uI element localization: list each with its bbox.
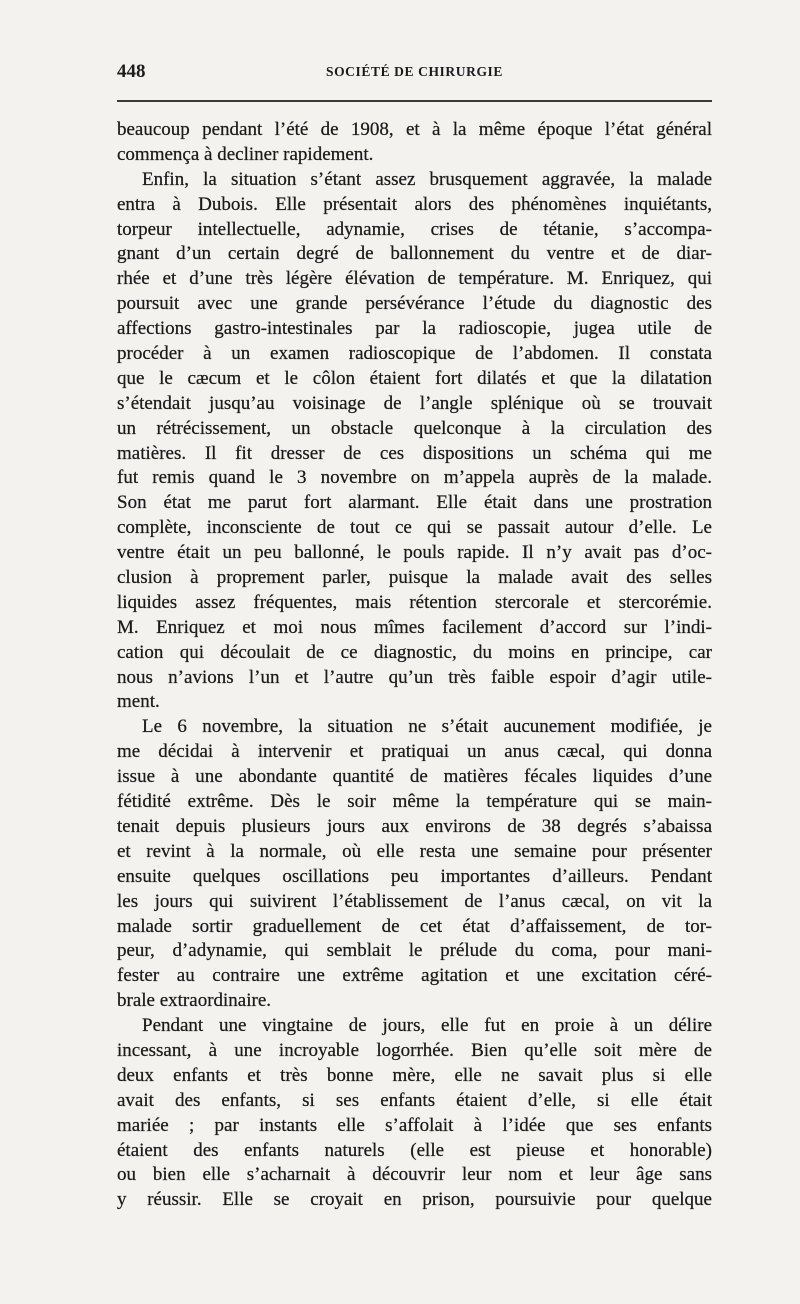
text-line: procéder à un examen radioscopique de l’abdomen. Il constata — [117, 343, 712, 365]
text-line: issue à une abondante quantité de matières fécales liquides d’une — [117, 766, 712, 788]
text-line: Le 6 novembre, la situation ne s’était aucunement modifiée, je — [142, 716, 712, 738]
text-line: fut remis quand le 3 novembre on m’appela auprès de la malade. — [117, 467, 712, 489]
text-line: ensuite quelques oscillations peu importantes d’ailleurs. Pendant — [117, 865, 712, 887]
text-line: Enfin, la situation s’étant assez brusquement aggravée, la malade — [142, 168, 712, 190]
paragraph — [117, 715, 712, 1014]
text-line: fétidité extrême. Dès le soir même la température qui se main- — [117, 791, 712, 813]
text-line: beaucoup pendant l’été de 1908, et à la même époque l’état général — [117, 119, 712, 140]
text-line: M. Enriquez et moi nous mîmes facilement d’accord sur l’indi- — [117, 616, 712, 638]
page-header — [117, 59, 712, 85]
text-line: commença à decliner rapidement. — [117, 143, 374, 165]
text-line: fester au contraire une extrême agitation et une excitation céré- — [117, 965, 712, 987]
body-text — [117, 118, 712, 1213]
header-rule — [117, 100, 712, 102]
text-line: clusion à proprement parler, puisque la malade avait des selles — [117, 567, 712, 589]
text-line: mariée ; par instants elle s’affolait à l’idée que ses enfants — [117, 1114, 712, 1136]
text-line: que le cæcum et le côlon étaient fort dilatés et que la dilatation — [117, 367, 712, 389]
text-line: ventre était un peu ballonné, le pouls rapide. Il n’y avait pas d’oc- — [117, 542, 712, 564]
running-title: SOCIÉTÉ DE CHIRURGIE — [325, 64, 504, 79]
text-line: complète, inconsciente de tout ce qui se passait autour d’elle. Le — [117, 517, 712, 539]
text-line: s’étendait jusqu’au voisinage de l’angle splénique où se trouvait — [117, 392, 712, 414]
text-line: entra à Dubois. Elle présentait alors des phénomènes inquiétants, — [117, 193, 712, 215]
paragraph — [117, 118, 712, 168]
text-line: nous n’avions l’un et l’autre qu’un très faible espoir d’agir utile- — [117, 666, 712, 688]
text-line: tenait depuis plusieurs jours aux environs de 38 degrés s’abaissa — [117, 815, 712, 837]
text-line: brale extraordinaire. — [117, 990, 272, 1012]
text-line: malade sortir graduellement de cet état d’affaissement, de tor- — [117, 915, 712, 937]
text-line: ou bien elle s’acharnait à découvrir leur nom et leur âge sans — [117, 1164, 712, 1186]
text-line: torpeur intellectuelle, adynamie, crises de tétanie, s’accompa- — [117, 218, 712, 240]
text-line: un rétrécissement, un obstacle quelconque à la circulation des — [117, 417, 712, 439]
text-line: affections gastro-intestinales par la radioscopie, jugea utile de — [117, 318, 712, 340]
text-line: rhée et d’une très légère élévation de température. M. Enriquez, qui — [117, 268, 712, 290]
text-line: matières. Il fit dresser de ces dispositions un schéma qui me — [117, 442, 712, 464]
text-line: cation qui découlait de ce diagnostic, du moins en principe, car — [117, 641, 712, 663]
paragraph — [117, 168, 712, 716]
text-line: deux enfants et très bonne mère, elle ne savait plus si elle — [117, 1064, 712, 1086]
text-line: poursuit avec une grande persévérance l’étude du diagnostic des — [117, 293, 712, 315]
text-line: et revint à la normale, où elle resta une semaine pour présenter — [117, 840, 712, 862]
text-line: gnant d’un certain degré de ballonnement du ventre et de diar- — [117, 243, 712, 265]
text-line: Pendant une vingtaine de jours, elle fut en proie à un délire — [142, 1015, 712, 1037]
text-line: les jours qui suivirent l’établissement de l’anus cæcal, on vit la — [117, 890, 712, 912]
text-line: ment. — [117, 691, 160, 713]
text-line: y réussir. Elle se croyait en prison, poursuivie pour quelque — [117, 1189, 712, 1211]
text-line: incessant, à une incroyable logorrhée. Bien qu’elle soit mère de — [117, 1039, 712, 1061]
text-line: avait des enfants, si ses enfants étaient d’elle, si elle était — [117, 1089, 712, 1111]
text-line: étaient des enfants naturels (elle est pieuse et honorable) — [117, 1139, 712, 1161]
text-line: liquides assez fréquentes, mais rétention stercorale et stercorémie. — [117, 591, 712, 613]
page-number: 448 — [117, 61, 146, 82]
text-line: me décidai à intervenir et pratiquai un anus cæcal, qui donna — [117, 741, 712, 763]
paragraph — [117, 1014, 712, 1213]
text-line: peur, d’adynamie, qui semblait le prélude du coma, pour mani- — [117, 940, 712, 962]
text-line: Son état me parut fort alarmant. Elle était dans une prostration — [117, 492, 712, 514]
